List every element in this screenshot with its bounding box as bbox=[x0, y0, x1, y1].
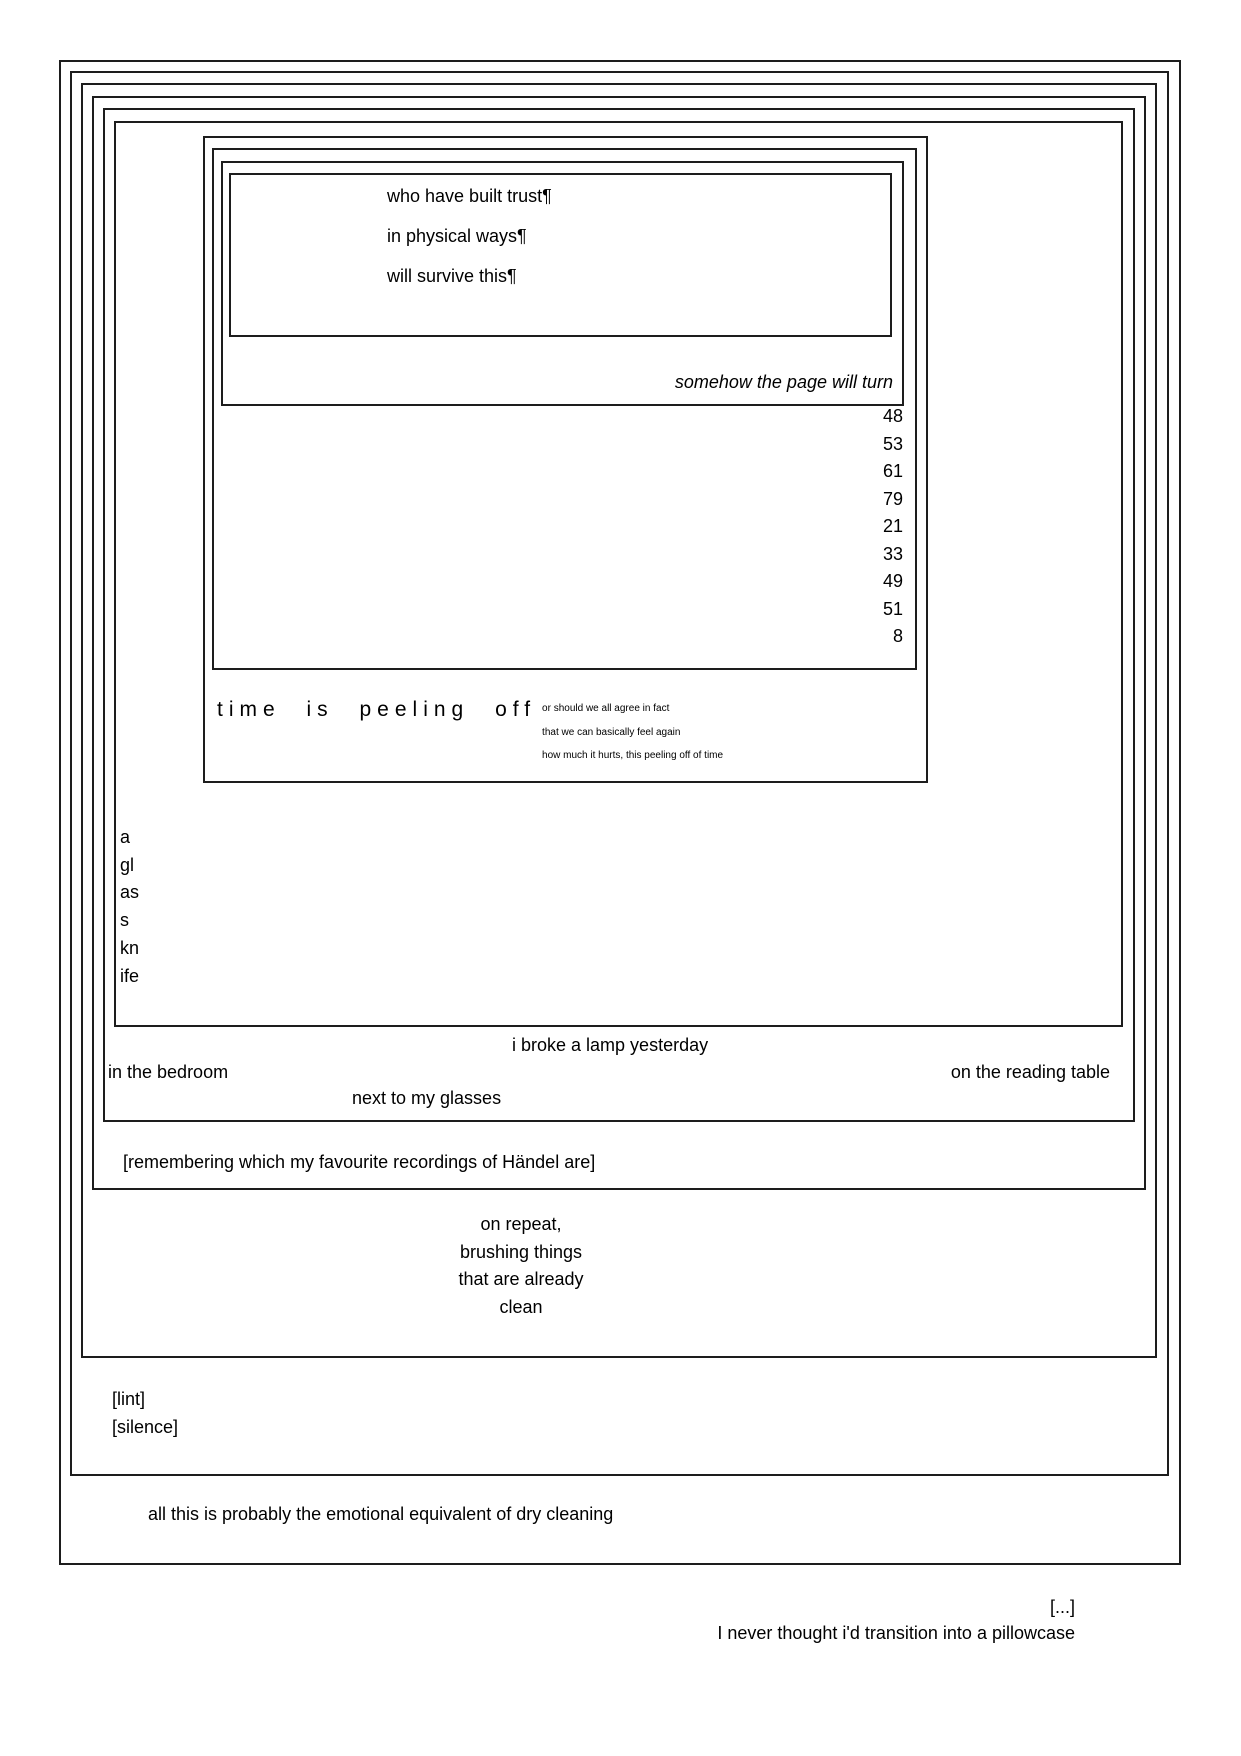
glass-knife-fragment: as bbox=[120, 882, 140, 903]
repeat-line: brushing things bbox=[459, 1241, 583, 1262]
inner-frame-trust bbox=[229, 173, 892, 337]
peeling-headline: time is peeling off bbox=[217, 698, 537, 721]
footer-ellipsis: [...] bbox=[1049, 1597, 1075, 1617]
page-turn-line: somehow the page will turn bbox=[674, 372, 893, 392]
lint-line: [lint] bbox=[112, 1389, 146, 1409]
trust-line: will survive this¶ bbox=[387, 266, 517, 286]
lamp-line-3: next to my glasses bbox=[352, 1088, 502, 1108]
number-item: 51 bbox=[882, 598, 903, 619]
repeat-line: clean bbox=[499, 1296, 543, 1317]
lamp-line-1: i broke a lamp yesterday bbox=[512, 1035, 709, 1055]
number-item: 21 bbox=[882, 516, 903, 536]
number-item: 53 bbox=[882, 433, 903, 454]
number-item: 49 bbox=[882, 571, 903, 591]
glass-knife-fragment: ife bbox=[120, 965, 140, 986]
dry-cleaning-line: all this is probably the emotional equivalent of dry cleaning bbox=[148, 1504, 614, 1524]
peeling-aside-line: how much it hurts, this peeling off of time bbox=[542, 750, 724, 761]
number-item: 8 bbox=[892, 626, 903, 646]
lint-stanza bbox=[112, 1386, 178, 1441]
glass-knife-fragment: a bbox=[120, 827, 131, 847]
peeling-aside-line: or should we all agree in fact bbox=[542, 703, 670, 714]
number-item: 79 bbox=[882, 488, 903, 509]
glass-knife-fragment: kn bbox=[120, 937, 140, 958]
glass-knife-column bbox=[120, 824, 139, 990]
footer-stanza bbox=[717, 1594, 1075, 1646]
peeling-aside-line: that we can basically feel again bbox=[542, 726, 681, 738]
trust-stanza bbox=[387, 176, 552, 296]
number-item: 33 bbox=[882, 543, 903, 564]
repeat-stanza bbox=[361, 1211, 681, 1321]
glass-knife-fragment: gl bbox=[120, 854, 135, 875]
handel-line: [remembering which my favourite recordings of Händel are] bbox=[123, 1152, 596, 1172]
glass-knife-fragment: s bbox=[120, 910, 129, 931]
numbers-column bbox=[883, 403, 903, 651]
number-item: 48 bbox=[882, 406, 903, 426]
lint-line: [silence] bbox=[112, 1416, 179, 1437]
repeat-line: that are already bbox=[458, 1269, 584, 1289]
repeat-line: on repeat, bbox=[480, 1214, 562, 1234]
peeling-aside bbox=[542, 697, 723, 768]
peeling-row bbox=[217, 697, 723, 768]
lamp-line-2-right: on the reading table bbox=[950, 1062, 1110, 1082]
trust-line: who have built trust¶ bbox=[387, 186, 552, 206]
lamp-line-2-left: in the bedroom bbox=[108, 1062, 229, 1082]
number-item: 61 bbox=[882, 461, 903, 481]
footer-pillowcase-line: I never thought i'd transition into a pillowcase bbox=[717, 1623, 1075, 1643]
trust-line: in physical ways¶ bbox=[387, 226, 527, 246]
